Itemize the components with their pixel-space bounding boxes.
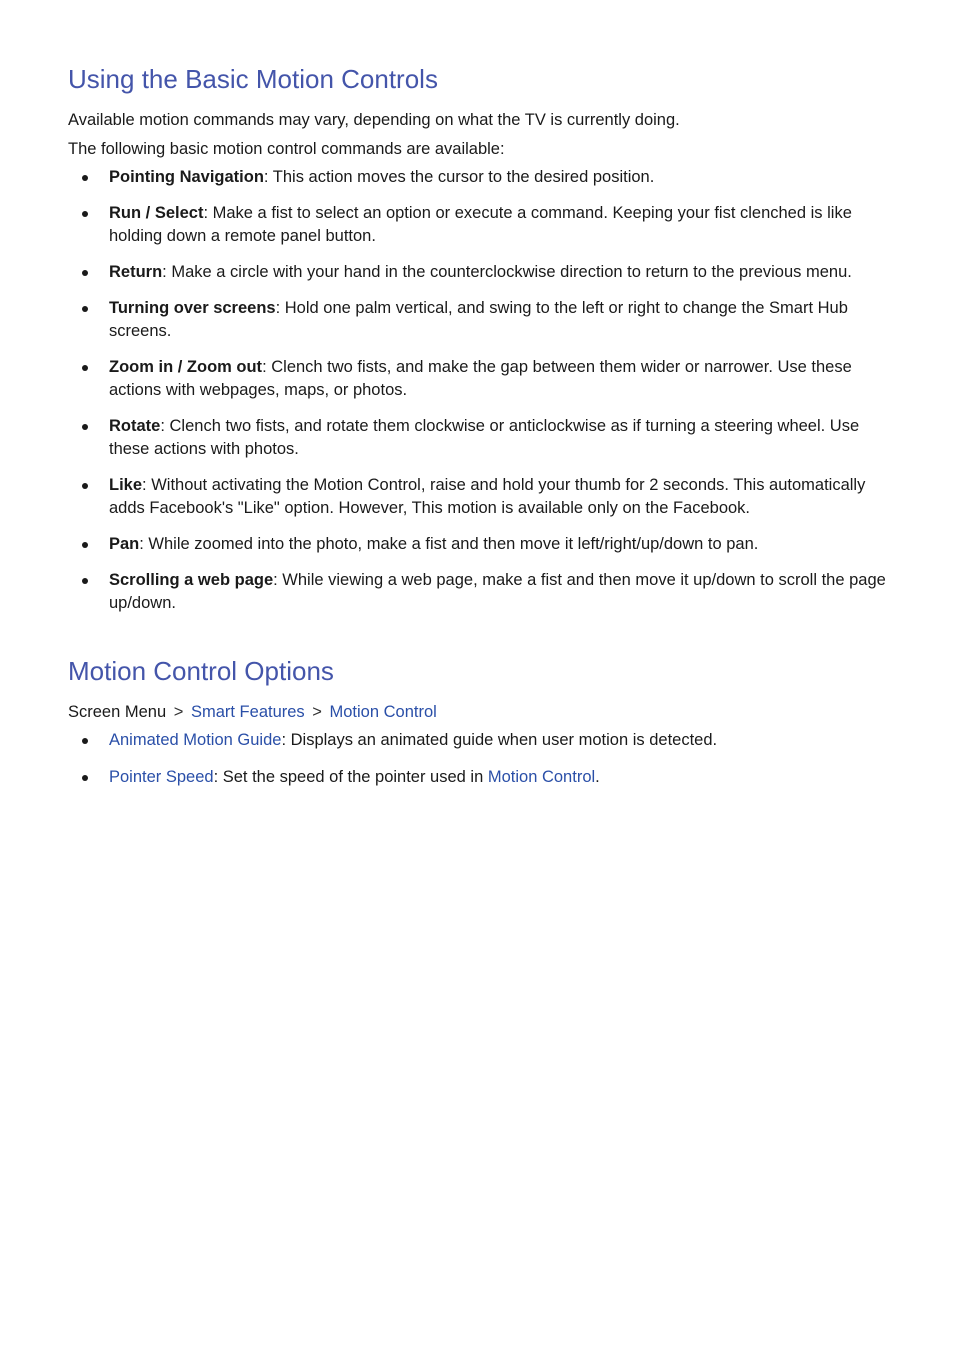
item-term: Rotate	[109, 417, 161, 435]
section-title-basic-motion: Using the Basic Motion Controls	[68, 64, 438, 94]
breadcrumb-smart-features-link[interactable]: Smart Features	[190, 703, 305, 721]
item-desc: : This action moves the cursor to the desired position.	[263, 168, 655, 186]
list-item	[68, 297, 888, 343]
item-term: Run / Select	[109, 204, 204, 222]
bullet-icon	[82, 542, 88, 548]
item-desc: : Make a fist to select an option or execute a command. Keeping your fist clenched is like holding down a remote panel button.	[109, 204, 852, 245]
motion-options-list	[68, 729, 888, 789]
list-item	[68, 202, 888, 248]
item-desc: : Set the speed of the pointer used in	[213, 768, 488, 786]
bullet-icon	[82, 365, 88, 371]
item-desc: : Clench two fists, and rotate them clockwise or anticlockwise as if turning a steering wheel. Use these actions with photos.	[109, 417, 860, 458]
list-item	[68, 415, 888, 461]
breadcrumb-motion-control-link[interactable]: Motion Control	[329, 703, 437, 721]
page	[68, 62, 888, 803]
intro-paragraph: Available motion commands may vary, depending on what the TV is currently doing.	[68, 111, 680, 129]
list-item	[68, 569, 888, 615]
bullet-icon	[82, 175, 88, 181]
bullet-icon	[82, 270, 88, 276]
item-term: Return	[109, 263, 163, 281]
item-term: Zoom in / Zoom out	[109, 358, 263, 376]
chevron-right-icon: >	[173, 703, 184, 721]
bullet-icon	[82, 424, 88, 430]
item-desc: : Displays an animated guide when user motion is detected.	[281, 731, 718, 749]
list-item	[68, 166, 888, 189]
item-term: Scrolling a web page	[109, 571, 274, 589]
motion-command-list	[68, 166, 888, 615]
motion-control-link[interactable]: Motion Control	[487, 768, 596, 786]
item-term: Turning over screens	[109, 299, 276, 317]
list-item	[68, 474, 888, 520]
item-end: .	[595, 768, 600, 786]
breadcrumb-root: Screen Menu	[68, 703, 167, 721]
bullet-icon	[82, 211, 88, 217]
intro-paragraph-2: The following basic motion control commands are available:	[68, 140, 505, 158]
list-item	[68, 261, 888, 284]
list-item	[68, 766, 888, 789]
bullet-icon	[82, 578, 88, 584]
item-desc: : Clench two fists, and make the gap between them wider or narrower. Use these actions with webpages, maps, or photos.	[109, 358, 852, 399]
item-desc: : Hold one palm vertical, and swing to the left or right to change the Smart Hub screens.	[109, 299, 848, 340]
item-desc: : While zoomed into the photo, make a fist and then move it left/right/up/down to pan.	[139, 535, 759, 553]
item-term: Like	[109, 476, 143, 494]
item-desc: : Make a circle with your hand in the counterclockwise direction to return to the previous menu.	[162, 263, 852, 281]
bullet-icon	[82, 738, 88, 744]
animated-motion-guide-link[interactable]: Animated Motion Guide	[109, 731, 282, 749]
item-desc: : While viewing a web page, make a fist and then move it up/down to scroll the page up/down.	[109, 571, 886, 612]
item-term: Pan	[109, 535, 140, 553]
pointer-speed-link[interactable]: Pointer Speed	[109, 768, 214, 786]
item-term: Pointing Navigation	[109, 168, 264, 186]
bullet-icon	[82, 306, 88, 312]
bullet-icon	[82, 775, 88, 781]
list-item	[68, 533, 888, 556]
chevron-right-icon: >	[312, 703, 322, 721]
list-item	[68, 356, 888, 402]
breadcrumb	[68, 698, 888, 727]
item-desc: : Without activating the Motion Control, raise and hold your thumb for 2 seconds. This automatically adds Facebook's "Like" option. However, This motion is available only on the Facebook.	[109, 476, 866, 517]
bullet-icon	[82, 483, 88, 489]
section-title-motion-options: Motion Control Options	[68, 656, 334, 686]
list-item	[68, 729, 888, 752]
